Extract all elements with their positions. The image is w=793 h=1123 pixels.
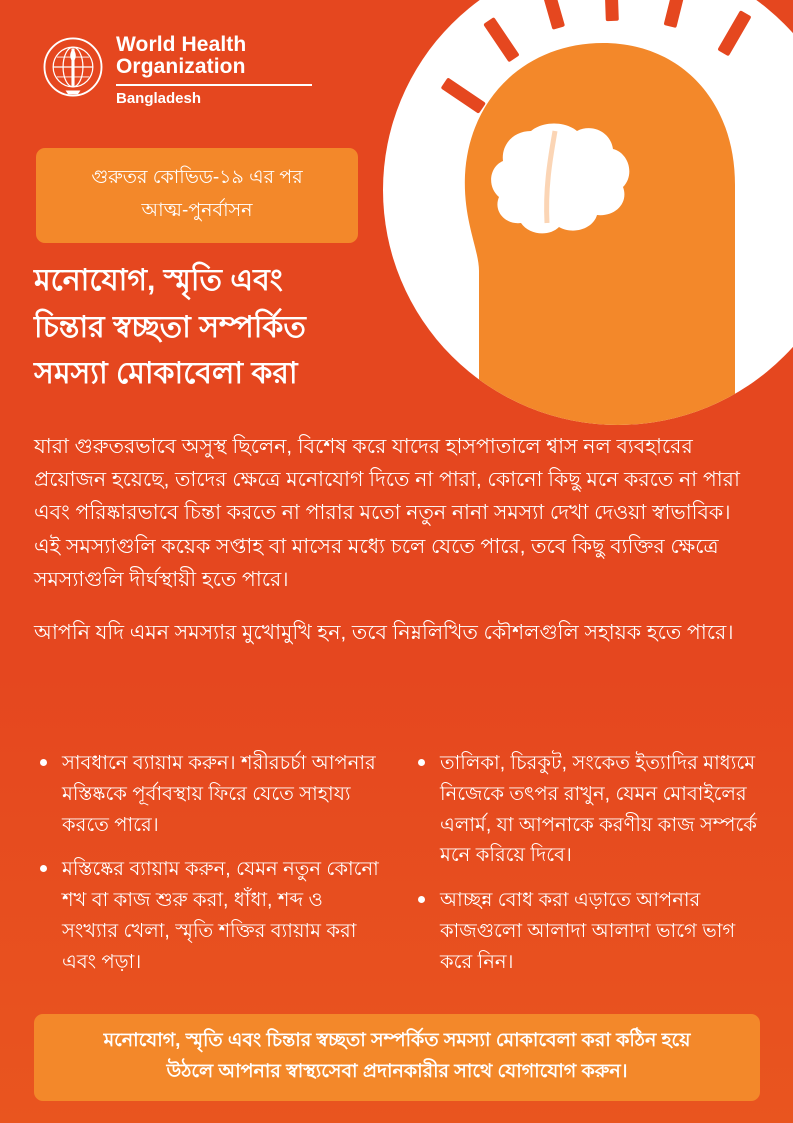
logo-line-2: Organization: [116, 54, 246, 78]
body-paragraph-1: যারা গুরুতরভাবে অসুস্থ ছিলেন, বিশেষ করে যাদের হাসপাতালে শ্বাস নল ব্যবহারের প্রয়োজন হয়েছে, তাদের ক্ষেত্রে মনোযোগ দিতে না পারা, কোনো কিছু মনে করতে না পারা এবং পরিষ্কারভাবে চিন্তা করতে না পারার মতো নতুন নানা সমস্যা দেখা দেওয়া স্বাভাবিক। এই সমস্যাগুলি কয়েক সপ্তাহ বা মাসের মধ্যে চলে যেতে পারে, তবে কিছু ব্যক্তির ক্ষেত্রে সমস্যাগুলি দীর্ঘস্থায়ী হতে পারে।: [34, 435, 740, 591]
logo-divider: [116, 84, 312, 86]
tips-list-right: [412, 748, 760, 978]
series-tag: [36, 148, 358, 243]
list-item: আচ্ছন্ন বোধ করা এড়াতে আপনার কাজগুলো আলাদা আলাদা ভাগে ভাগ করে নিন।: [412, 885, 760, 977]
head-silhouette-icon: [435, 35, 765, 425]
who-emblem-icon: [42, 36, 104, 98]
series-tag-line-2: আত্ম-পুনর্বাসন: [141, 200, 253, 222]
body-copy: [34, 430, 760, 669]
head-with-brain-illustration: [383, 0, 793, 425]
page-title-line-3: সমস্যা মোকাবেলা করা: [34, 357, 298, 390]
body-paragraph-2: আপনি যদি এমন সমস্যার মুখোমুখি হন, তবে নিম্নলিখিত কৌশলগুলি সহায়ক হতে পারে।: [34, 621, 734, 645]
footer-callout: [34, 1014, 760, 1101]
tips-column-left: [34, 748, 382, 992]
tips-column-right: [412, 748, 760, 992]
who-logo: [42, 34, 312, 106]
list-item: সাবধানে ব্যায়াম করুন। শরীরচর্চা আপনার মস্তিষ্ককে পূর্বাবস্থায় ফিরে যেতে সাহায্য করতে পারে।: [34, 748, 382, 840]
tips-columns: [34, 748, 760, 992]
tips-list-left: [34, 748, 382, 978]
series-tag-line-1: গুরুতর কোভিড-১৯ এর পর: [91, 167, 303, 188]
page-title-line-1: মনোযোগ, স্মৃতি এবং: [34, 264, 283, 297]
logo-line-1: World Health: [116, 33, 247, 56]
footer-line-1: মনোযোগ, স্মৃতি এবং চিন্তার স্বচ্ছতা সম্পর্কিত সমস্যা মোকাবেলা করা কঠিন হয়ে: [103, 1030, 691, 1052]
footer-line-2: উঠলে আপনার স্বাস্থ্যসেবা প্রদানকারীর সাথে যোগাযোগ করুন।: [166, 1060, 628, 1082]
page-title-line-2: চিন্তার স্বচ্ছতা সম্পর্কিত: [34, 310, 306, 344]
logo-country: Bangladesh: [116, 89, 202, 107]
list-item: তালিকা, চিরকুট, সংকেত ইত্যাদির মাধ্যমে নিজেকে তৎপর রাখুন, যেমন মোবাইলের এলার্ম, যা আপনাকে করণীয় কাজ সম্পর্কে মনে করিয়ে দিবে।: [412, 748, 760, 871]
list-item: মস্তিষ্কের ব্যায়াম করুন, যেমন নতুন কোনো শখ বা কাজ শুরু করা, ধাঁধা, শব্দ ও সংখ্যার খেলা, স্মৃতি শক্তির ব্যায়াম করা এবং পড়া।: [34, 854, 382, 977]
page-title: [34, 258, 434, 398]
